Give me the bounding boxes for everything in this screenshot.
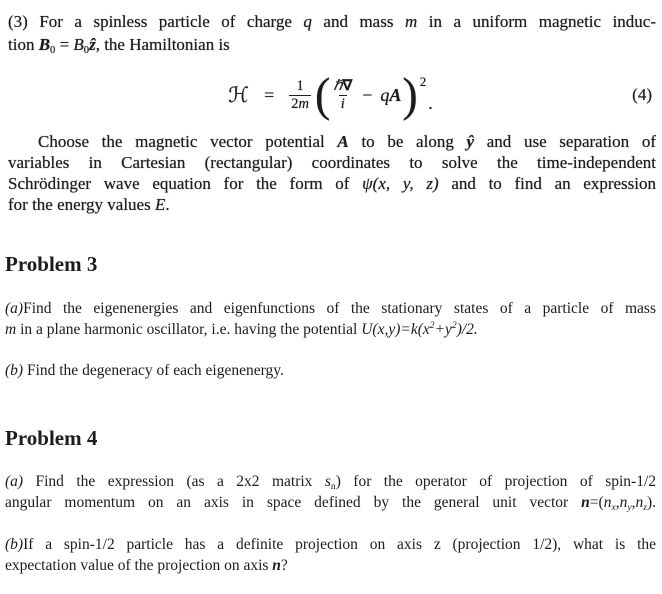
text-line: for the energy values E. [8,195,170,214]
minus-sign: − [362,84,373,105]
text-line: (b)If a spin-1/2 particle has a definite projection on axis z (projection 1/2), what is the [5,536,656,553]
fraction-numerator: 1 [296,77,304,94]
open-paren: ( [314,67,331,121]
vector-potential-paragraph [5,131,656,215]
hamiltonian-equation [5,67,656,121]
fraction-1-over-2m [289,78,311,112]
text-line: (a) Find the expression (as a 2x2 matrix $s_n$) for the operator of projection of spin-1/2 [5,473,656,492]
text-line: Schrödinger wave equation for the form of ψ(x, y, z) and to find an expression [8,174,656,193]
text-line: tion $B_0$ = $B_0ẑ$, the Hamiltonian is [8,35,230,56]
text-line: m in a plane harmonic oscillator, i.e. having the potential $U(x,y)=k(x^2+y^2)/2$. [5,320,478,338]
fraction-denominator: i [340,96,345,112]
problem-4-heading: Problem 4 [5,426,98,450]
fraction-numerator: ℏ∇ [333,77,353,94]
q-vector-potential-term: qA [380,84,402,105]
intro-paragraph [5,10,656,56]
problem-3-part-b [5,360,656,381]
fraction-denominator: 2m [291,96,309,112]
text-line: angular momentum on an axis in space defined by the general unit vector $n=(n_x,n_y,n_z)$. [5,494,656,513]
text-line: (a)Find the eigenenergies and eigenfunctions of the stationary states of a particle of mass [5,300,656,317]
problem-3-heading: Problem 3 [5,252,98,276]
problem-3-part-a [5,298,656,340]
text-line: expectation value of the projection on axis n? [5,557,288,574]
equation-number: (4) [632,85,652,104]
problem-4-part-a [5,471,656,513]
problem-4-part-b [5,534,656,576]
equals-sign: = [264,84,275,105]
text-line: Choose the magnetic vector potential A to be along ŷ and use separation of [38,132,656,151]
text-line: (3) For a spinless particle of charge q and mass m in a uniform magnetic induc- [8,12,656,31]
fraction-hbar-nabla-over-i [331,78,354,112]
hamiltonian-symbol: ℋ [228,83,250,107]
exponent-2: 2 [419,74,427,89]
text-line: (b) Find the degeneracy of each eigenenergy. [5,362,284,379]
equation-period: . [428,92,433,113]
close-paren: ) [402,67,418,121]
text-line: variables in Cartesian (rectangular) coordinates to solve the time-independent [8,153,656,172]
